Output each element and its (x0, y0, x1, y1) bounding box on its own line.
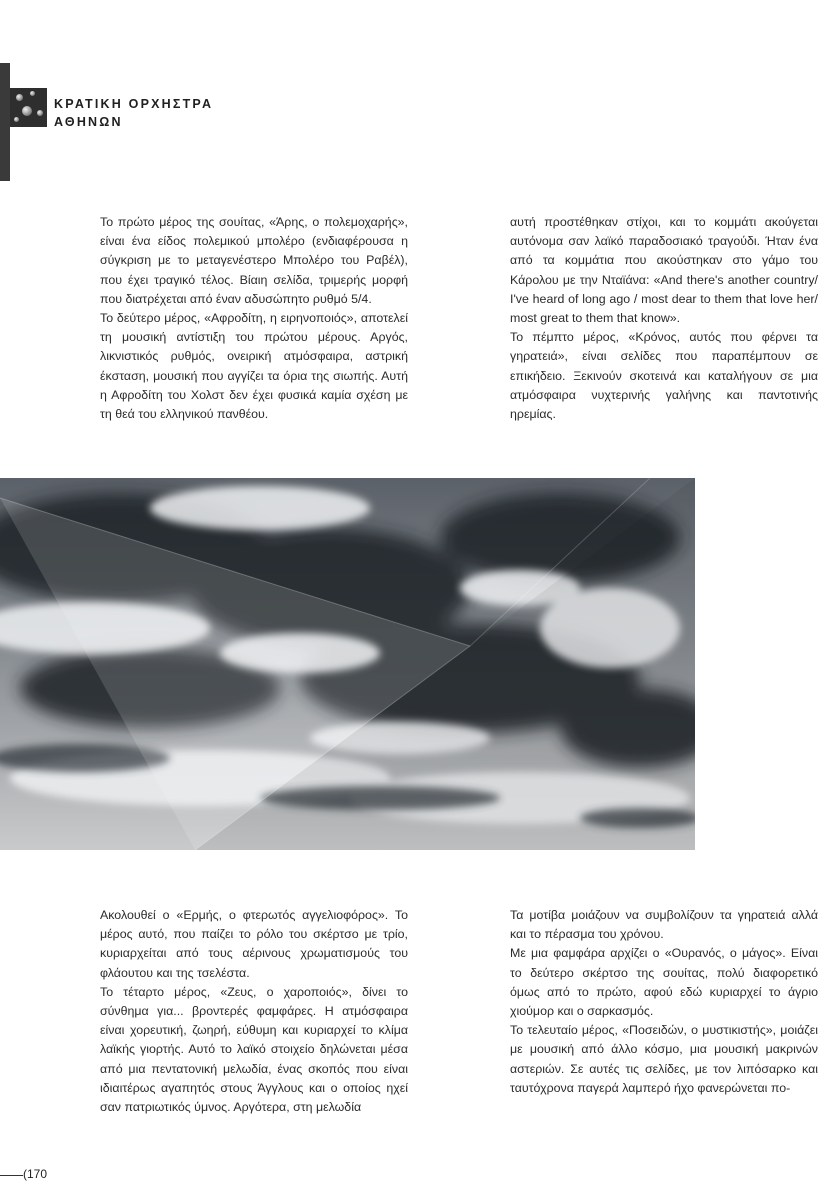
paragraph: Το πέμπτο μέρος, «Κρόνος, αυτός που φέρνει τα γηρατειά», είναι σελίδες που παραπέμπουν σε επικήδειο. Ξεκινούν σκοτεινά και καταλήγουν σε μια ατμόσφαιρα νυχτερινής γαλήνης και παντοτινής ηρεμίας. (510, 330, 818, 422)
text-column-top-left (100, 213, 408, 424)
logo-water-drops-image (10, 88, 47, 127)
paragraph: Το πρώτο μέρος της σουίτας, «Άρης, ο πολεμοχαρής», είναι ένα είδος πολεμικού μπολέρο (ενδιαφέρουσα η σύγκριση με το μεταγενέστερο Μπολέρο του Ραβέλ), που έχει τραγικό τέλος. Βίαιη σελίδα, τριμερής μορφή που διατρέχεται από έναν αδυσώπητο ρυθμό 5/4. (100, 215, 408, 306)
cloudy-sky-photo (0, 478, 695, 850)
paragraph: αυτή προστέθηκαν στίχοι, και το κομμάτι ακούγεται αυτόνομα σαν λαϊκό παραδοσιακό τραγούδι. Ήταν ένα από τα κομμάτια που ακούστηκαν στο γάμο του Κάρολου με την Νταϊάνα: «And there's another country/ I've heard of long ago / most dear to them that love her/ most great to them that know». (510, 215, 818, 326)
page-number-value: 170 (27, 1167, 48, 1181)
paragraph: Το τέταρτο μέρος, «Ζευς, ο χαροποιός», δίνει το σύνθημα για... βροντερές φαμφάρες. Η ατμόσφαιρα είναι χορευτική, ζωηρή, εύθυμη και κυριαρχεί το κλίμα λαϊκής γιορτής. Αυτό το λαϊκό στοιχείο δηλώνεται μέσα από μια πεντατονική μελωδία, ένας σκοπός που είναι ιδιαιτέρως αγαπητός στους Άγγλους και ο οποίος ηχεί σαν πατριωτικός ύμνος. Αργότερα, στη μελωδία (100, 984, 408, 1115)
logo-bar-vertical (0, 63, 10, 181)
orchestra-name-line2: ΑΘΗΝΩΝ (54, 115, 123, 129)
paragraph: Με μια φαμφάρα αρχίζει ο «Ουρανός, ο μάγος». Είναι το δεύτερο σκέρτσο της σουίτας, πολύ διαφορετικό όμως από το πρώτο, αφού εδώ κυριαρχεί το άγριο χιούμορ και ο σαρκασμός. (510, 946, 818, 1019)
paragraph: Τα μοτίβα μοιάζουν να συμβολίζουν τα γηρατειά αλλά και το πέρασμα του χρόνου. (510, 908, 818, 942)
page-number-rule (0, 1175, 23, 1176)
paragraph: Το δεύτερο μέρος, «Αφροδίτη, η ειρηνοποιός», αποτελεί τη μουσική αντίστιξη του πρώτου μέρους. Αργός, λικνιστικός ρυθμός, ονειρική ατμόσφαιρα, αστρική έκσταση, μουσική που αγγίζει τα όρια της σιωπής. Αυτή η Αφροδίτη του Χολστ δεν έχει φυσικά καμία σχέση με τη θεά του ελληνικού πανθέου. (100, 311, 408, 422)
orchestra-name (54, 95, 213, 131)
paragraph: Το τελευταίο μέρος, «Ποσειδών, ο μυστικιστής», μοιάζει με μουσική από άλλο κόσμο, μια μουσική μακρινών αστεριών. Σε αυτές τις σελίδες, με τον λιπόσαρκο και ταυτόχρονα παγερά λαμπερό ήχο φανερώνεται πο- (510, 1023, 818, 1095)
page-number: (170 (23, 1167, 48, 1181)
text-column-bottom-right (510, 906, 818, 1098)
orchestra-name-line1: ΚΡΑΤΙΚΗ ΟΡΧΗΣΤΡΑ (54, 97, 214, 111)
paragraph: Ακολουθεί ο «Ερμής, ο φτερωτός αγγελιοφόρος». Το μέρος αυτό, που παίζει το ρόλο του σκέρτσο με τρίο, κυριαρχείται από τους αέρινους χρωματισμούς του φλάουτου και της τσελέστα. (100, 908, 408, 980)
text-column-top-right (510, 213, 818, 424)
text-column-bottom-left (100, 906, 408, 1117)
